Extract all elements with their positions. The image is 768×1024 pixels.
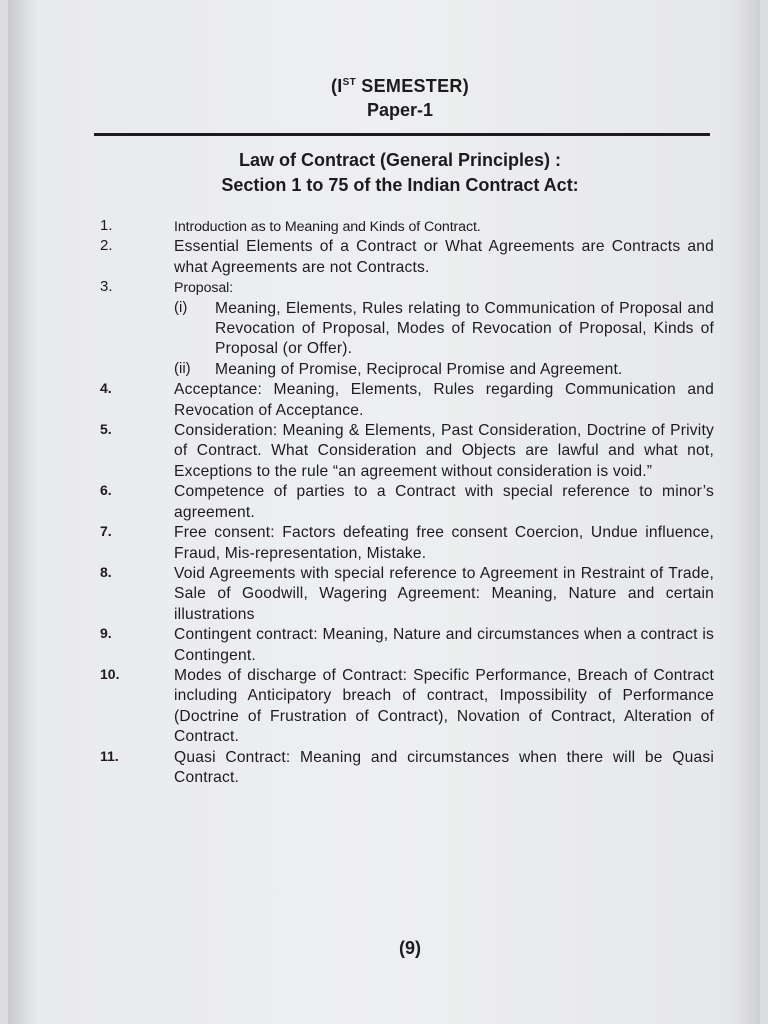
sub-item-text: Meaning, Elements, Rules relating to Communication of Proposal and Revocation of Proposal, Modes of Revocation of Proposal, Kinds of Proposal (or Offer). [215,299,714,358]
syllabus-subtitle: Section 1 to 75 of the Indian Contract Act: [221,175,579,195]
item-number: 8. [100,563,112,580]
item-number: 10. [100,665,120,682]
list-item [0,278,768,298]
item-number: 2. [100,237,113,255]
item-text: Quasi Contract: Meaning and circumstances when there will be Quasi Contract. [174,748,714,786]
item-number: 11. [100,747,119,764]
sub-item-number: (ii) [174,359,191,377]
sub-list-item [0,360,768,380]
heading-divider [94,133,710,136]
item-number: 5. [100,421,112,438]
paper-heading: Paper-1 [366,100,434,120]
page-number: (9) [399,938,421,958]
item-text: Contingent contract: Meaning, Nature and circumstances when a contract is Contingent. [174,626,714,664]
list-item [0,421,768,482]
item-text: Consideration: Meaning & Elements, Past Consideration, Doctrine of Privity of Contract. What Consideration and Objects are lawful and what not, Exceptions to the rule “an agreement without consideration is void.” [174,422,714,480]
item-text: Modes of discharge of Contract: Specific Performance, Breach of Contract including Anticipatory breach of contract, Impossibility of Performance (Doctrine of Frustration of Contract), Novation of Contract, Alteration of Contract. [174,666,714,746]
item-text: Acceptance: Meaning, Elements, Rules regarding Communication and Revocation of Acceptance. [174,381,714,419]
item-text: Void Agreements with special reference to Agreement in Restraint of Trade, Sale of Goodwill, Wagering Agreement: Meaning, Nature and certain illustrations [174,564,714,623]
list-item [0,666,768,748]
item-text: Essential Elements of a Contract or What Agreements are Contracts and what Agreements are not Contracts. [174,238,714,276]
item-number: 3. [100,278,113,296]
item-text: Proposal: [174,280,234,297]
list-item [0,482,768,523]
item-text: Free consent: Factors defeating free consent Coercion, Undue influence, Fraud, Mis-representation, Mistake. [174,524,714,562]
item-number: 9. [100,625,112,642]
list-item [0,748,768,789]
sub-item-text: Meaning of Promise, Reciprocal Promise and Agreement. [215,360,623,378]
item-number: 6. [100,482,112,499]
list-item [0,380,768,421]
semester-heading: (IST SEMESTER) [330,76,469,96]
sub-item-number: (i) [174,298,188,316]
sub-list-item [0,299,768,360]
item-text: Introduction as to Meaning and Kinds of Contract. [174,219,481,235]
item-number: 1. [100,217,113,234]
item-text: Competence of parties to a Contract with special reference to minor’s agreement. [174,483,714,521]
syllabus-list [0,217,768,788]
syllabus-title: Law of Contract (General Principles) : [238,150,562,170]
list-item [0,625,768,666]
item-number: 4. [100,380,112,397]
list-item [0,523,768,564]
list-item [0,217,768,237]
list-item [0,237,768,278]
list-item [0,564,768,625]
item-number: 7. [100,523,112,540]
